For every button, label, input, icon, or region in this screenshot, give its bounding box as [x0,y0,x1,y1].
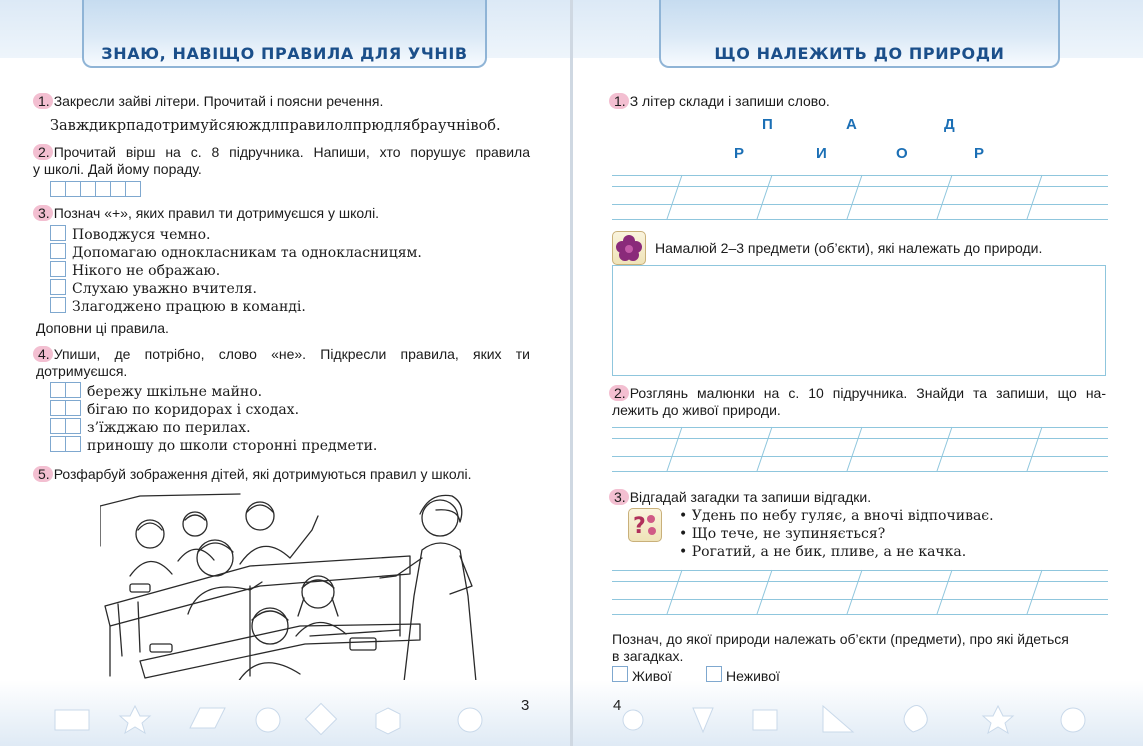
question-line2: в загадках. [612,648,684,664]
riddle-item: • Що тече, не зупиняється? [679,526,886,542]
classroom-illustration [100,486,520,686]
task-2-line1: 2. Розглянь малюнки на с. 10 підручника. Знайди та запиши, що на- [609,385,1106,402]
task-2-line1: 2. Прочитай вірш на с. 8 підручника. Напиши, хто порушує правила [33,144,530,161]
rule-item: Нікого не ображаю. [72,263,221,279]
writing-lines[interactable] [612,175,1108,221]
task-1-text: 1. Закресли зайві літери. Прочитай і поясни речення. [33,93,383,110]
writing-lines[interactable] [612,570,1108,616]
decorative-shapes [573,698,1143,738]
checkbox[interactable] [50,243,66,259]
drawing-area[interactable] [612,265,1106,376]
rule-item: Слухаю уважно вчителя. [72,281,257,297]
letter-sequence: Завждикрпадотримуйсяюждлправилолпрюдлябраучнівоб. [50,118,501,134]
living-checkbox[interactable] [612,666,628,682]
puzzle-letter: Р [734,145,745,162]
rule-item: бігаю по коридорах і сходах. [87,402,300,418]
puzzle-letter: Д [944,116,955,133]
flower-icon [612,231,646,265]
riddle-item: • Рогатий, а не бик, пливе, а не качка. [679,544,967,560]
puzzle-letter: Р [974,145,985,162]
question-icon [628,508,662,542]
left-page [0,0,570,746]
puzzle-letter: И [816,145,827,162]
page-number: 4 [613,697,622,714]
question-line1: Познач, до якої природи належать об’єкти (предмети), про які йдеться [612,631,1069,647]
answer-cell[interactable] [50,436,80,452]
rule-item: з’їжджаю по перилах. [87,420,251,436]
puzzle-letter: А [846,116,857,133]
checkbox[interactable] [50,261,66,277]
option-nonliving: Неживої [726,668,780,684]
checkbox[interactable] [50,297,66,313]
task-4-line1: 4. Упиши, де потрібно, слово «не». Підкресли правила, яких ти [33,346,530,363]
checkbox[interactable] [50,225,66,241]
decorative-shapes [0,698,570,738]
puzzle-letter: О [896,145,908,162]
checkbox[interactable] [50,279,66,295]
page-number: 3 [521,697,530,714]
task-3-text: 3. Познач «+», яких правил ти дотримуєшся у школі. [33,205,379,222]
task-2-line2: лежить до живої природи. [612,402,781,418]
task-3-footer: Доповни ці правила. [36,320,169,336]
riddle-item: • Удень по небу гуляє, а вночі відпочиває. [679,508,994,524]
task-3-text: 3. Відгадай загадки та запиши відгадки. [609,489,871,506]
rule-item: Допомагаю однокласникам та однокласницям. [72,245,422,261]
rule-item: бережу шкільне майно. [87,384,263,400]
puzzle-letter: П [762,116,773,133]
option-living: Живої [632,668,672,684]
answer-cell[interactable] [50,418,80,434]
task-number: 1. [33,93,53,109]
page-title: ЗНАЮ, НАВІЩО ПРАВИЛА ДЛЯ УЧНІВ [101,44,468,63]
task-2-line2: у школі. Дай йому пораду. [33,161,202,177]
task-5-text: 5. Розфарбуй зображення дітей, які дотримуються правил у школі. [33,466,472,483]
writing-lines[interactable] [612,427,1108,473]
page-title: ЩО НАЛЕЖИТЬ ДО ПРИРОДИ [714,44,1005,63]
rule-item: Злагоджено працюю в команді. [72,299,306,315]
title-banner [82,0,487,68]
svg-text:?: ? [633,514,646,539]
title-banner [659,0,1060,68]
nonliving-checkbox[interactable] [706,666,722,682]
answer-cell[interactable] [50,400,80,416]
task-4-line2: дотримуєшся. [36,363,128,379]
rule-item: Поводжуся чемно. [72,227,211,243]
draw-task-text: Намалюй 2–3 предмети (об’єкти), які належать до природи. [655,240,1043,256]
rule-item: приношу до школи сторонні предмети. [87,438,378,454]
task-1-text: 1. З літер склади і запиши слово. [609,93,830,110]
answer-cell[interactable] [50,382,80,398]
answer-grid[interactable] [50,181,140,197]
